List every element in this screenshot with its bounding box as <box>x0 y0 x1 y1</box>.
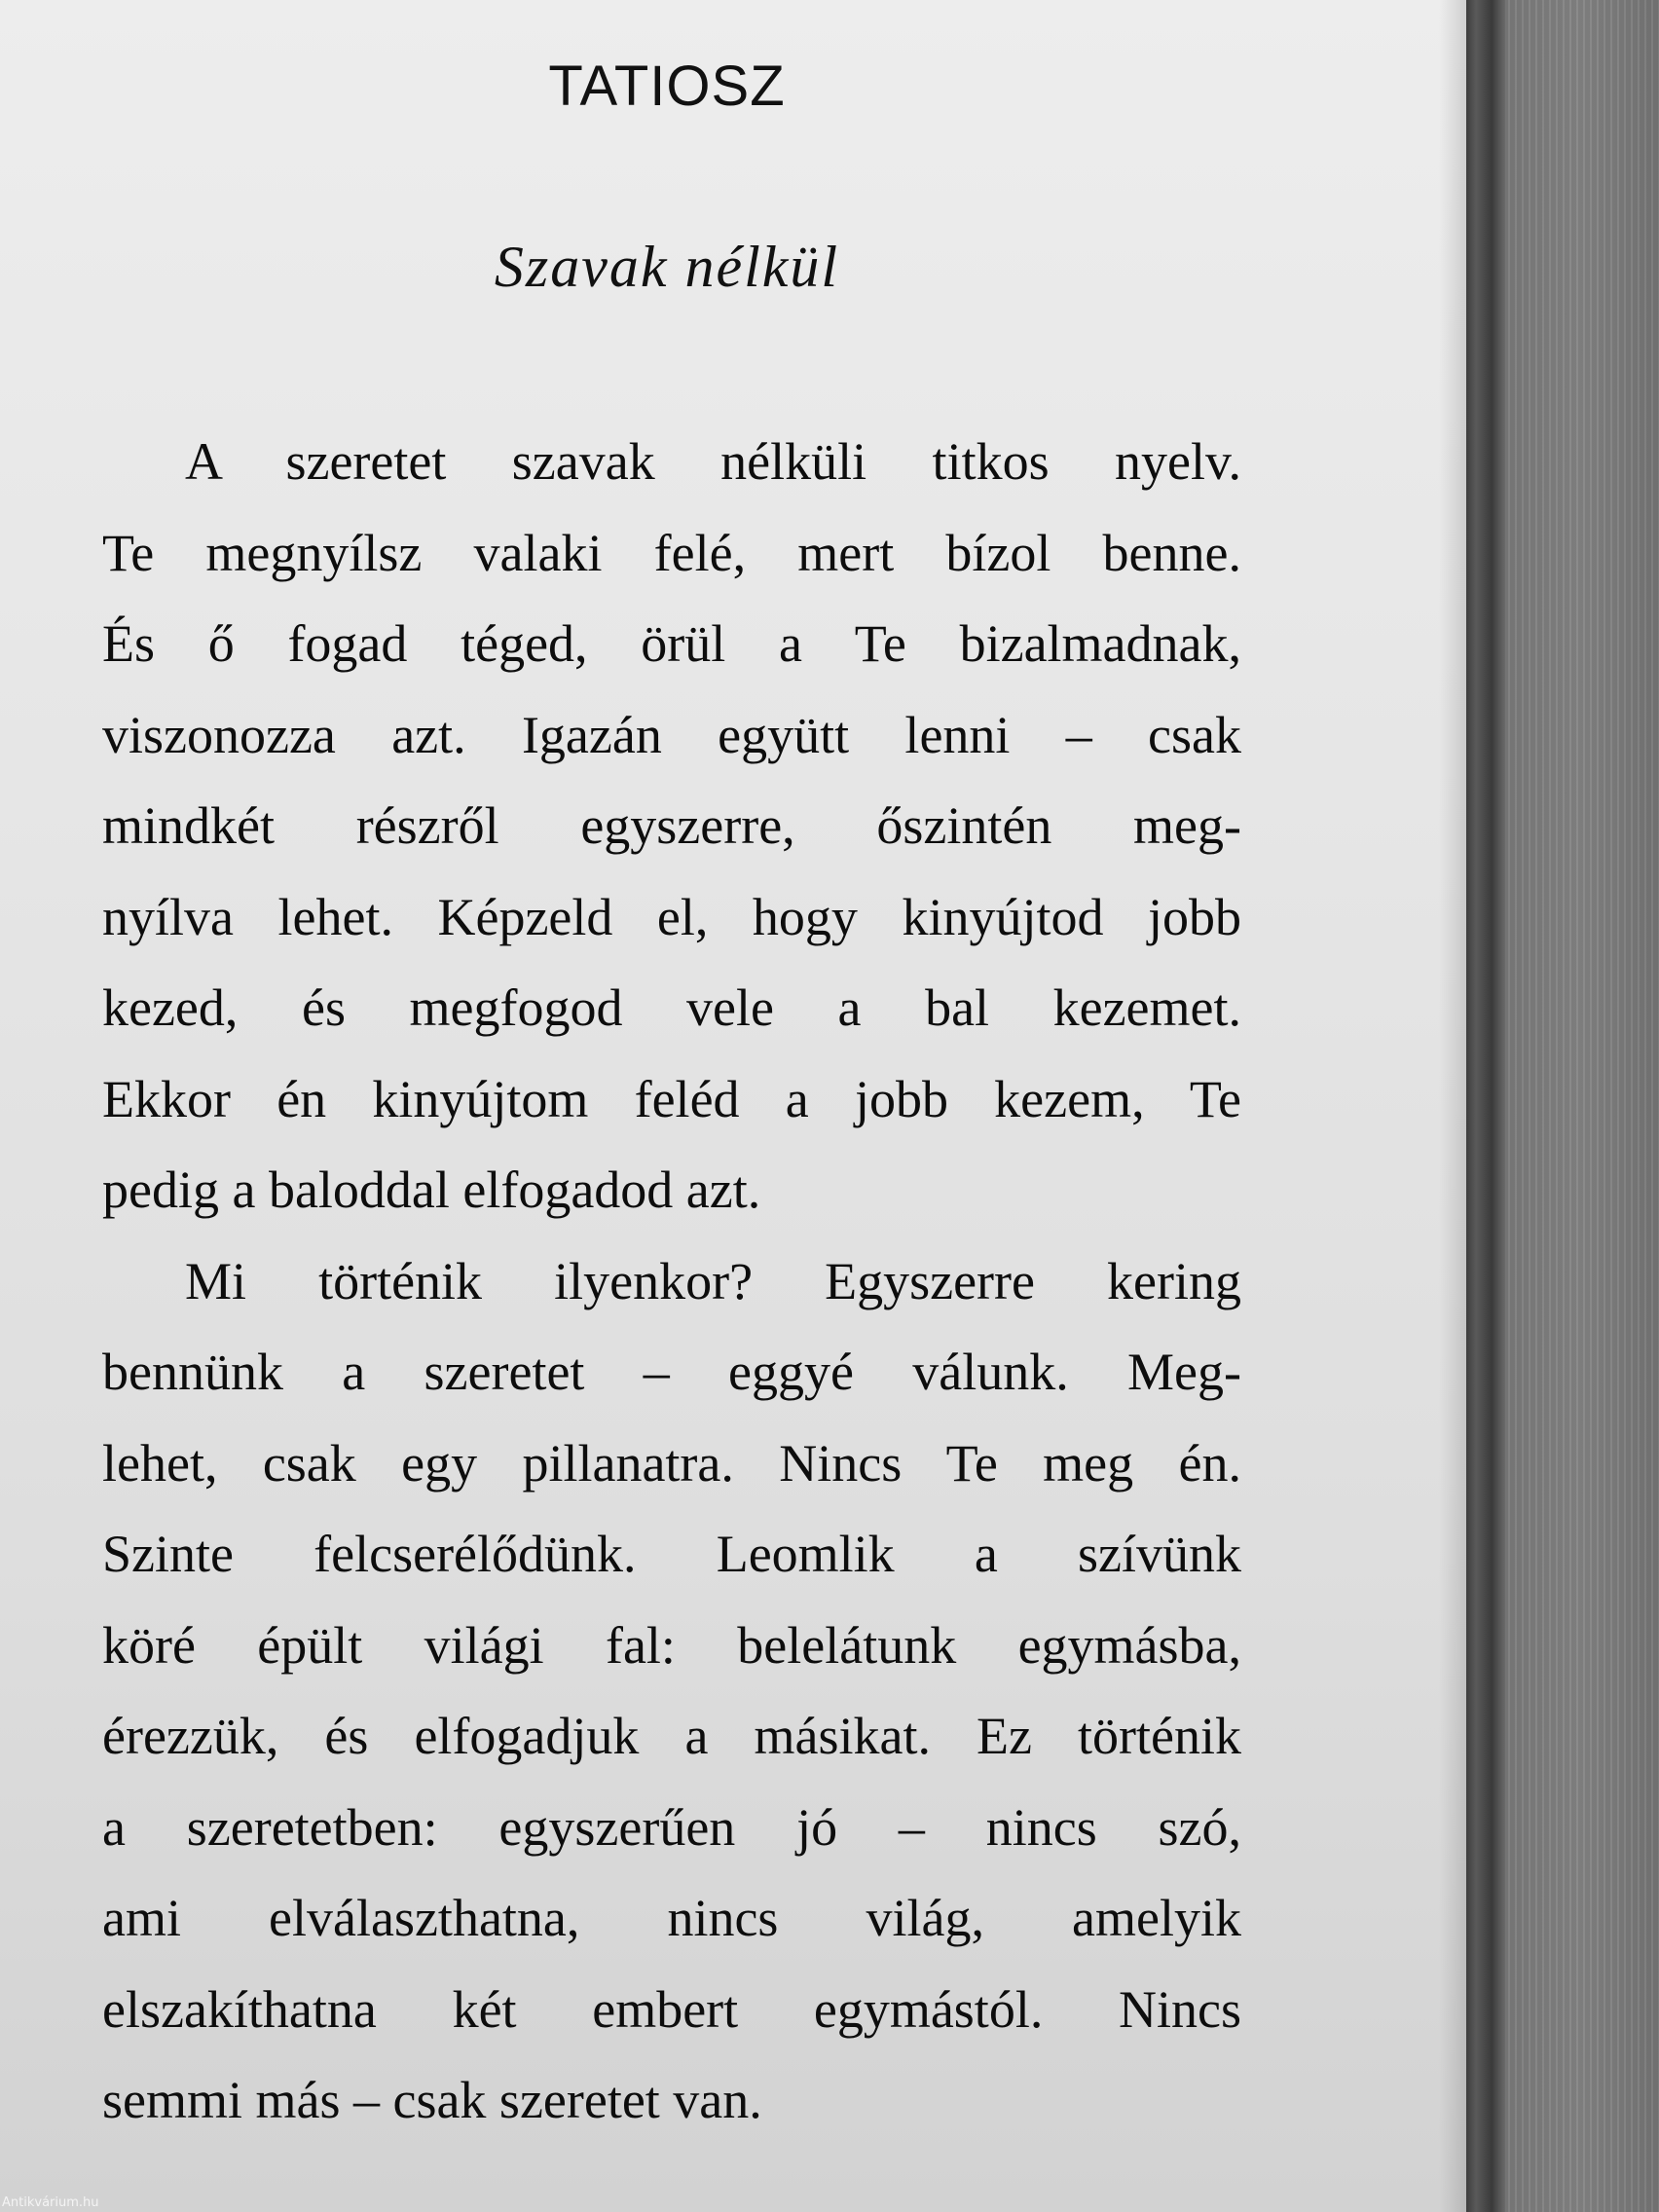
text-line: Mi történik ilyenkor? Egyszerre kering <box>185 1251 1241 1310</box>
text-line: ami elválaszthatna, nincs világ, amelyik <box>102 1889 1241 1947</box>
text-line: Szinte felcserélődünk. Leomlik a szívünk <box>102 1525 1241 1583</box>
text-line: semmi más – csak szeretet van. <box>102 2071 762 2129</box>
text-line: nyílva lehet. Képzeld el, hogy kinyújtod jobb <box>102 887 1241 946</box>
text-line: elszakíthatna két embert egymástól. Nincs <box>102 1979 1241 2039</box>
book-spine-edge <box>1460 0 1505 2212</box>
page-edge-shadow <box>1439 0 1466 2212</box>
text-line: És ő fogad téged, örül a Te bizalmadnak, <box>102 614 1241 673</box>
text-line: A szeretet szavak nélküli titkos nyelv. <box>185 432 1241 491</box>
text-line: a szeretetben: egyszerűen jó – nincs szó, <box>102 1797 1241 1857</box>
paragraph-1 <box>102 417 1241 1236</box>
text-line: pedig a baloddal elfogadod azt. <box>102 1161 761 1219</box>
text-line: Ekkor én kinyújtom feléd a jobb kezem, Te <box>102 1069 1241 1128</box>
author-name: TATIOSZ <box>548 55 786 118</box>
text-line: viszonozza azt. Igazán együtt lenni – csak <box>102 705 1241 764</box>
text-line: kezed, és megfogod vele a bal kezemet. <box>102 978 1241 1037</box>
watermark-text: Antikvárium.hu <box>2 2195 99 2210</box>
paragraph-2 <box>102 1236 1241 2147</box>
text-line: bennünk a szeretet – eggyé válunk. Meg- <box>102 1343 1241 1401</box>
text-line: érezzük, és elfogadjuk a másikat. Ez történik <box>102 1707 1241 1765</box>
text-line: mindkét részről egyszerre, őszintén meg- <box>102 796 1241 855</box>
poem-title: Szavak nélkül <box>494 235 840 299</box>
text-line: lehet, csak egy pillanatra. Nincs Te meg én. <box>102 1433 1241 1493</box>
text-line: Te megnyílsz valaki felé, mert bízol benne. <box>102 523 1241 582</box>
text-body <box>102 417 1241 2147</box>
text-line: köré épült világi fal: belelátunk egymásba, <box>102 1615 1241 1675</box>
